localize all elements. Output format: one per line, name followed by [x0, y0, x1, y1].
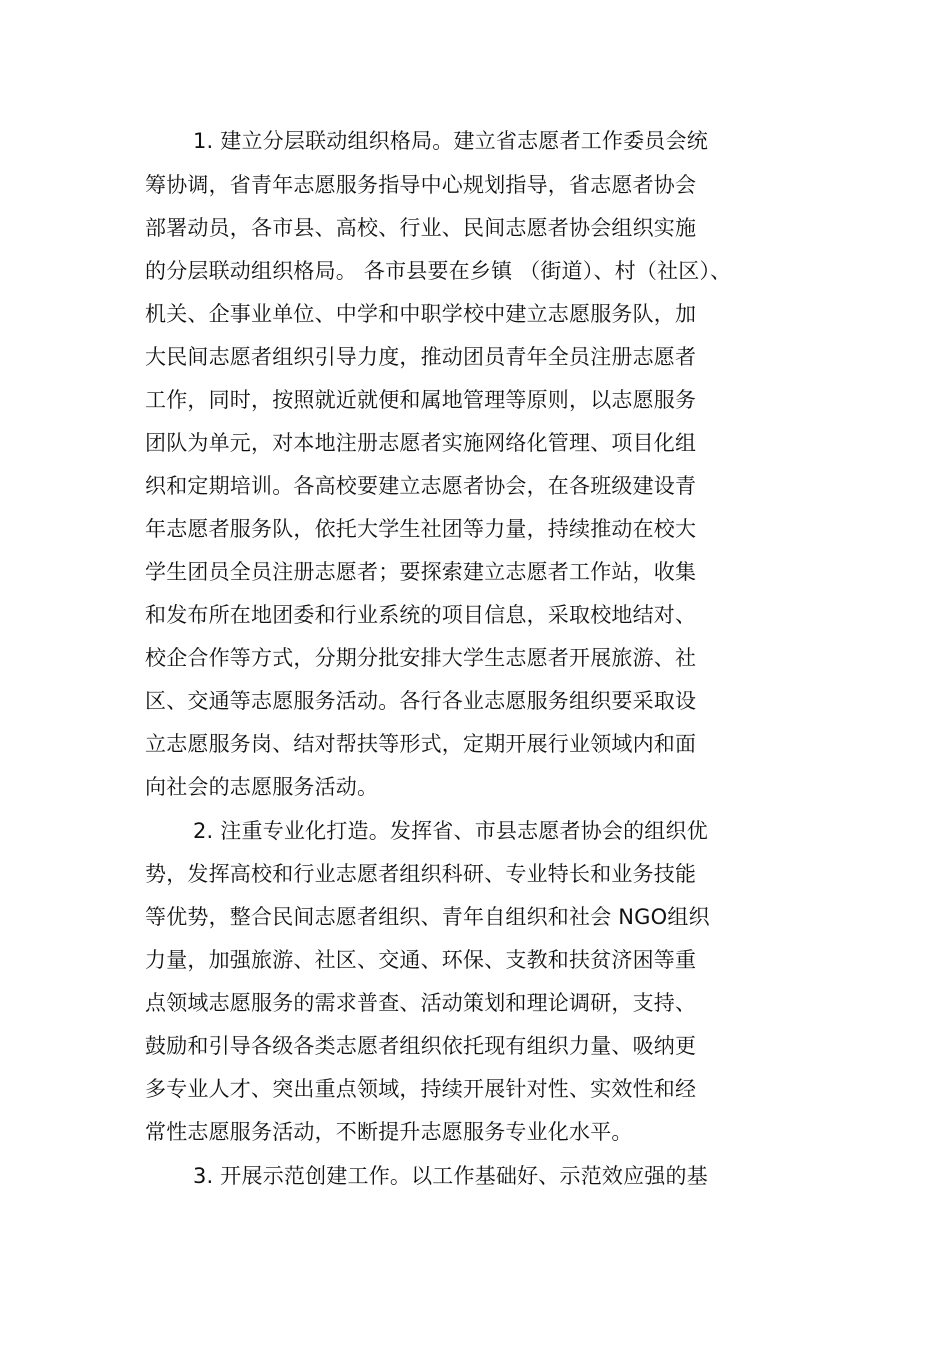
text-line: 多专业人才、突出重点领域，持续开展针对性、实效性和经 — [145, 1077, 697, 1101]
text-line: 立志愿服务岗、结对帮扶等形式，定期开展行业领域内和面 — [145, 732, 697, 756]
text-line: 年志愿者服务队，依托大学生社团等力量，持续推动在校大 — [145, 517, 697, 541]
text-line: 校企合作等方式，分期分批安排大学生志愿者开展旅游、社 — [145, 646, 697, 670]
text-line: 团队为单元，对本地注册志愿者实施网络化管理、项目化组 — [145, 431, 697, 455]
text-line: 1. 建立分层联动组织格局。建立省志愿者工作委员会统 — [193, 129, 708, 153]
text-line: 工作，同时，按照就近就便和属地管理等原则，以志愿服务 — [145, 388, 697, 412]
text-line: 的分层联动组织格局。 各市县要在乡镇 （街道）、村（社区）、 — [145, 259, 732, 283]
text-line: 点领域志愿服务的需求普查、活动策划和理论调研，支持、 — [145, 991, 697, 1015]
text-line: 学生团员全员注册志愿者；要探索建立志愿者工作站，收集 — [145, 560, 697, 584]
text-line: 2. 注重专业化打造。发挥省、市县志愿者协会的组织优 — [193, 819, 708, 843]
text-line: 织和定期培训。各高校要建立志愿者协会，在各班级建设青 — [145, 474, 697, 498]
text-line: 大民间志愿者组织引导力度，推动团员青年全员注册志愿者 — [145, 345, 697, 369]
text-line: 3. 开展示范创建工作。以工作基础好、示范效应强的基 — [193, 1164, 708, 1188]
text-line: 势，发挥高校和行业志愿者组织科研、专业特长和业务技能 — [145, 862, 697, 886]
text-line: 机关、企事业单位、中学和中职学校中建立志愿服务队，加 — [145, 302, 697, 326]
text-line: 筹协调，省青年志愿服务指导中心规划指导，省志愿者协会 — [145, 173, 697, 197]
text-line: 向社会的志愿服务活动。 — [145, 775, 379, 799]
text-line: 区、交通等志愿服务活动。各行各业志愿服务组织要采取设 — [145, 689, 697, 713]
text-line: 力量，加强旅游、社区、交通、环保、支教和扶贫济困等重 — [145, 948, 697, 972]
text-line: 等优势，整合民间志愿者组织、青年自组织和社会 NGO组织 — [145, 905, 710, 929]
text-line: 和发布所在地团委和行业系统的项目信息，采取校地结对、 — [145, 603, 697, 627]
text-line: 常性志愿服务活动，不断提升志愿服务专业化水平。 — [145, 1120, 633, 1144]
text-line: 鼓励和引导各级各类志愿者组织依托现有组织力量、吸纳更 — [145, 1034, 697, 1058]
text-line: 部署动员，各市县、高校、行业、民间志愿者协会组织实施 — [145, 216, 697, 240]
